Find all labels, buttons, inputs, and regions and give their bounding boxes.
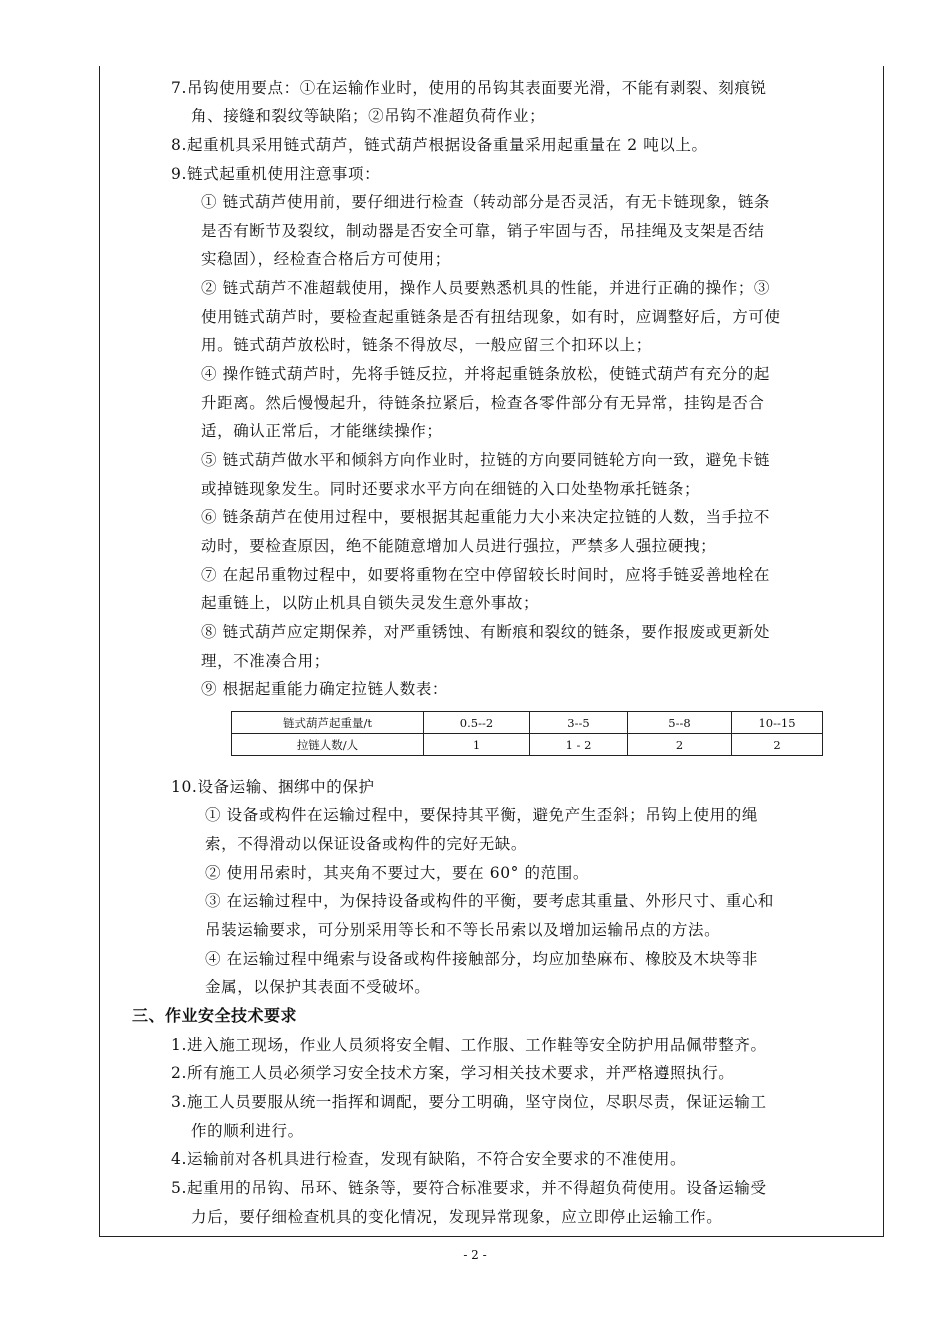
table-cell: 1 - 2: [530, 734, 628, 756]
page-number: - 2 -: [463, 1248, 487, 1262]
table-row: [232, 734, 823, 756]
text-line: ② 链式葫芦不准超载使用，操作人员要熟悉机具的性能，并进行正确的操作；③: [201, 279, 771, 297]
text-line: ⑥ 链条葫芦在使用过程中，要根据其起重能力大小来决定拉链的人数，当手拉不: [201, 508, 771, 526]
text-line: 力后，要仔细检查机具的变化情况，发现异常现象，应立即停止运输工作。: [191, 1208, 723, 1226]
text-line: ① 设备或构件在运输过程中，要保持其平衡，避免产生歪斜；吊钩上使用的绳: [205, 806, 758, 824]
table-cell: 1: [424, 734, 530, 756]
text-line: 8.起重机具采用链式葫芦，链式葫芦根据设备重量采用起重量在 2 吨以上。: [171, 136, 708, 154]
text-line: 金属，以保护其表面不受破坏。: [205, 978, 431, 996]
text-line: 10.设备运输、捆绑中的保护: [171, 778, 375, 796]
text-line: ② 使用吊索时，其夹角不要过大，要在 60° 的范围。: [205, 864, 589, 882]
text-line: ⑧ 链式葫芦应定期保养，对严重锈蚀、有断痕和裂纹的链条，要作报废或更新处: [201, 623, 771, 641]
text-line: 3.施工人员要服从统一指挥和调配，要分工明确，坚守岗位，尽职尽责，保证运输工: [171, 1093, 767, 1111]
table-header-cell: 链式葫芦起重量/t: [232, 712, 424, 734]
text-line: 9.链式起重机使用注意事项：: [171, 165, 381, 183]
text-line: 用。链式葫芦放松时，链条不得放尽，一般应留三个扣环以上；: [201, 336, 652, 354]
text-line: 实稳固），经检查合格后方可使用；: [201, 250, 451, 268]
lifting-capacity-table: [231, 711, 823, 756]
text-line: 1.进入施工现场，作业人员须将安全帽、工作服、工作鞋等安全防护用品佩带整齐。: [171, 1036, 767, 1054]
text-line: 2.所有施工人员必须学习安全技术方案，学习相关技术要求，并严格遵照执行。: [171, 1064, 735, 1082]
text-line: 动时，要检查原因，绝不能随意增加人员进行强拉，严禁多人强拉硬拽；: [201, 537, 717, 555]
text-line: ⑦ 在起吊重物过程中，如要将重物在空中停留较长时间时，应将手链妥善地栓在: [201, 566, 771, 584]
text-line: 4.运输前对各机具进行检查，发现有缺陷，不符合安全要求的不准使用。: [171, 1150, 687, 1168]
text-line: ⑨ 根据起重能力确定拉链人数表：: [201, 680, 449, 698]
text-line: 是否有断节及裂纹，制动器是否安全可靠，销子牢固与否，吊挂绳及支架是否结: [201, 222, 765, 240]
table-cell: 2: [732, 734, 823, 756]
text-line: ④ 操作链式葫芦时，先将手链反拉，并将起重链条放松，使链式葫芦有充分的起: [201, 365, 771, 383]
table-header-cell: 5--8: [628, 712, 732, 734]
text-line: ⑤ 链式葫芦做水平和倾斜方向作业时，拉链的方向要同链轮方向一致，避免卡链: [201, 451, 771, 469]
table-header-cell: 10--15: [732, 712, 823, 734]
text-line: 使用链式葫芦时，要检查起重链条是否有扭结现象，如有时，应调整好后，方可使: [201, 308, 781, 326]
text-line: 适，确认正常后，才能继续操作；: [201, 422, 443, 440]
text-line: ① 链式葫芦使用前，要仔细进行检查（转动部分是否灵活，有无卡链现象，链条: [201, 193, 771, 211]
text-line: 作的顺利进行。: [191, 1122, 304, 1140]
table-cell: 拉链人数/人: [232, 734, 424, 756]
table-header-cell: 3--5: [530, 712, 628, 734]
table-header-cell: 0.5--2: [424, 712, 530, 734]
text-line: 升距离。然后慢慢起升，待链条拉紧后，检查各零件部分有无异常，挂钩是否合: [201, 394, 765, 412]
table-cell: 2: [628, 734, 732, 756]
text-line: 吊装运输要求，可分别采用等长和不等长吊索以及增加运输吊点的方法。: [205, 921, 721, 939]
text-line: 角、接缝和裂纹等缺陷；②吊钩不准超负荷作业；: [191, 107, 546, 125]
text-line: ③ 在运输过程中，为保持设备或构件的平衡，要考虑其重量、外形尺寸、重心和: [205, 892, 775, 910]
text-line: 索，不得滑动以保证设备或构件的完好无缺。: [205, 835, 528, 853]
table-row: [232, 712, 823, 734]
text-line: 理，不准凑合用；: [201, 652, 330, 670]
text-line: 或掉链现象发生。同时还要求水平方向在细链的入口处垫物承托链条；: [201, 480, 701, 498]
text-line: 起重链上，以防止机具自锁失灵发生意外事故；: [201, 594, 540, 612]
text-line: 7.吊钩使用要点：①在运输作业时，使用的吊钩其表面要光滑，不能有剥裂、刻痕锐: [171, 79, 767, 97]
text-line: ④ 在运输过程中绳索与设备或构件接触部分，均应加垫麻布、橡胶及木块等非: [205, 950, 758, 968]
section-heading: 三、作业安全技术要求: [132, 1006, 298, 1025]
text-line: 5.起重用的吊钩、吊环、链条等，要符合标准要求，并不得超负荷使用。设备运输受: [171, 1179, 767, 1197]
